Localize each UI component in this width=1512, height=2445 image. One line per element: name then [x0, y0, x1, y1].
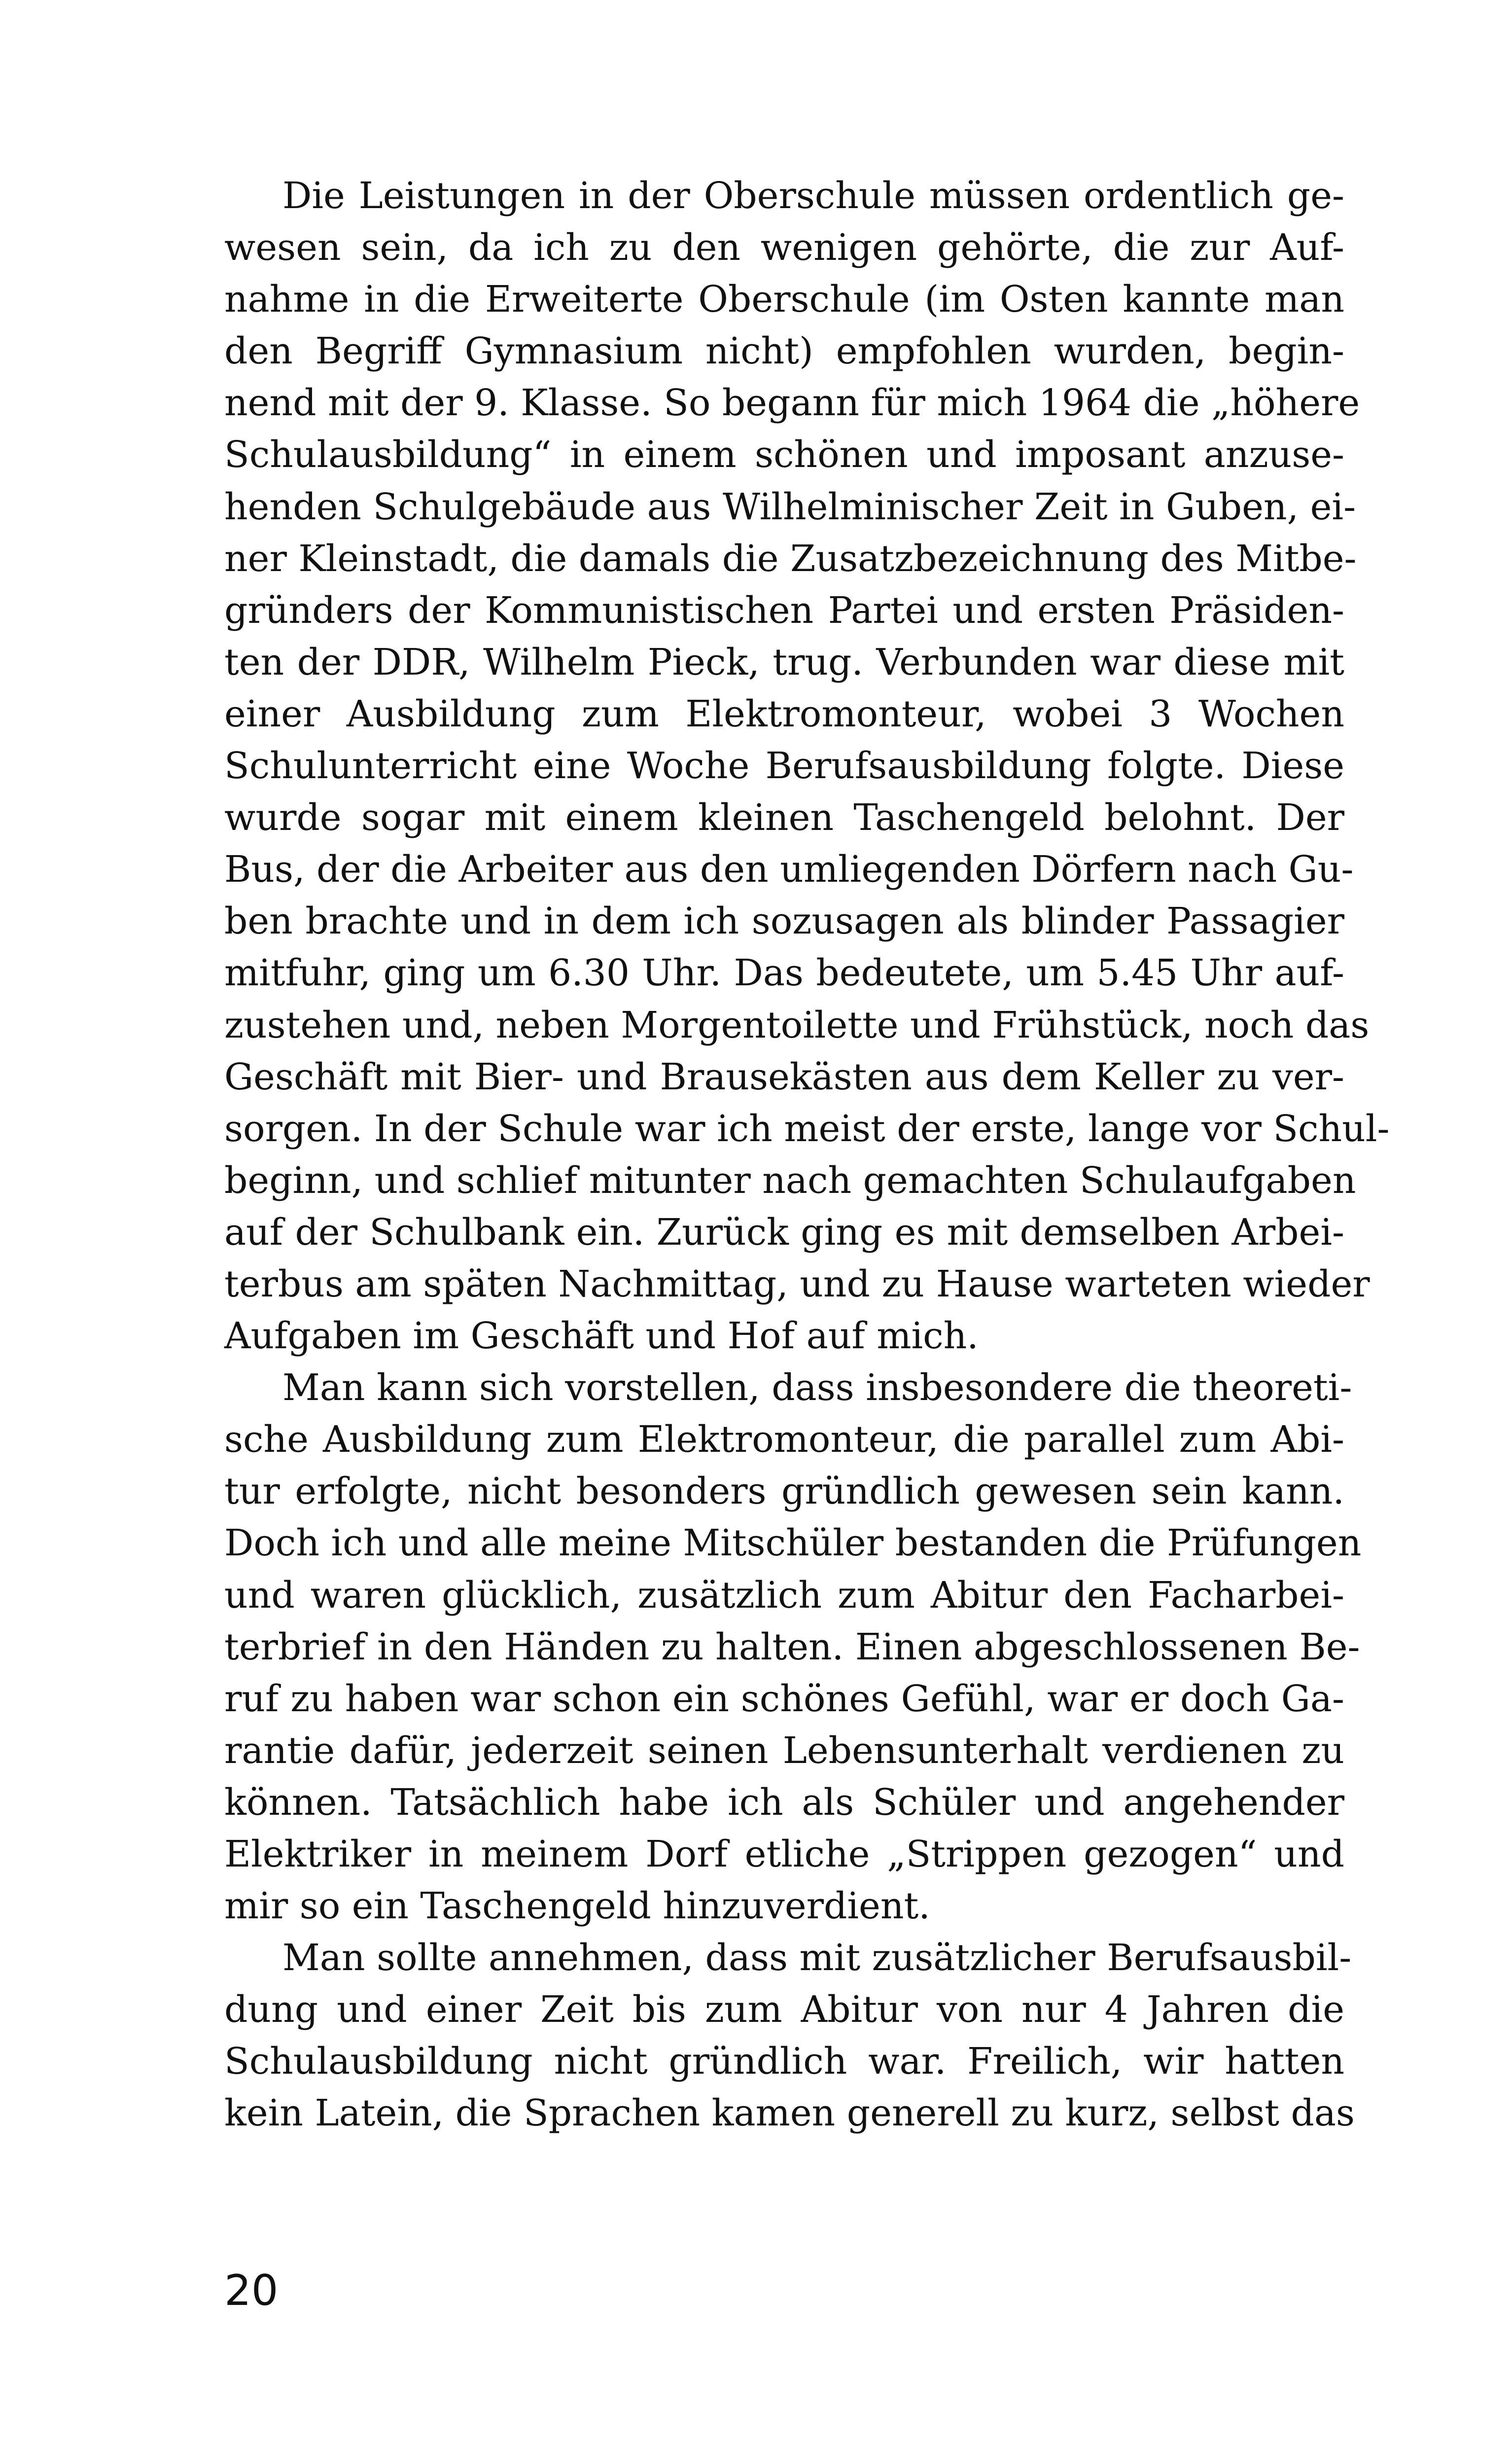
text-line: zustehen und, neben Morgentoilette und Frühstück, noch das [224, 1004, 1370, 1046]
text-line: wesen sein, da ich zu den wenigen gehörte, die zur Auf- [224, 226, 1344, 269]
paragraph-1 [224, 170, 1390, 1362]
text-line: mitfuhr, ging um 6.30 Uhr. Das bedeutete, um 5.45 Uhr auf- [224, 952, 1344, 995]
page-number: 20 [224, 2266, 279, 2315]
text-line: den Begriff Gymnasium nicht) empfohlen wurden, begin- [224, 330, 1344, 373]
text-line: ten der DDR, Wilhelm Pieck, trug. Verbunden war diese mit [224, 641, 1344, 683]
text-line: rantie dafür, jederzeit seinen Lebensunterhalt verdienen zu [224, 1729, 1344, 1772]
text-line: Geschäft mit Bier- und Brausekästen aus dem Keller zu ver- [224, 1055, 1344, 1098]
text-line: Schulausbildung nicht gründlich war. Freilich, wir hatten [224, 2040, 1344, 2083]
text-line: Doch ich und alle meine Mitschüler bestanden die Prüfungen [224, 1522, 1362, 1565]
text-line: ben brachte und in dem ich sozusagen als blinder Passagier [224, 900, 1344, 943]
text-line: können. Tatsächlich habe ich als Schüler und angehender [224, 1781, 1344, 1824]
text-line: ner Kleinstadt, die damals die Zusatzbezeichnung des Mitbe- [224, 537, 1357, 580]
text-line: kein Latein, die Sprachen kamen generell zu kurz, selbst das [224, 2092, 1355, 2135]
text-line: einer Ausbildung zum Elektromonteur, wobei 3 Wochen [224, 692, 1344, 735]
text-line: Schulunterricht eine Woche Berufsausbildung folgte. Diese [224, 745, 1344, 788]
text-line: terbus am späten Nachmittag, und zu Hause warteten wieder [224, 1262, 1370, 1305]
text-line: ruf zu haben war schon ein schönes Gefühl, war er doch Ga- [224, 1677, 1344, 1720]
text-line: tur erfolgte, nicht besonders gründlich gewesen sein kann. [224, 1470, 1344, 1513]
body-text [224, 170, 1390, 2140]
text-line: auf der Schulbank ein. Zurück ging es mit demselben Arbei- [224, 1211, 1344, 1254]
text-line: nahme in die Erweiterte Oberschule (im Osten kannte man [224, 278, 1344, 321]
text-line: Elektriker in meinem Dorf etliche „Strippen gezogen“ und [224, 1833, 1344, 1875]
text-line: wurde sogar mit einem kleinen Taschengeld belohnt. Der [224, 796, 1344, 839]
text-line: sorgen. In der Schule war ich meist der erste, lange vor Schul- [224, 1107, 1390, 1150]
text-line: und waren glücklich, zusätzlich zum Abitur den Facharbei- [224, 1574, 1344, 1617]
text-line: Bus, der die Arbeiter aus den umliegenden Dörfern nach Gu- [224, 848, 1354, 891]
text-line: sche Ausbildung zum Elektromonteur, die parallel zum Abi- [224, 1418, 1344, 1461]
paragraph-2 [224, 1362, 1362, 1932]
text-line: Aufgaben im Geschäft und Hof auf mich. [224, 1315, 979, 1358]
text-line: nend mit der 9. Klasse. So begann für mich 1964 die „höhere [224, 382, 1360, 425]
text-line: Man sollte annehmen, dass mit zusätzlicher Berufsausbil- [282, 1937, 1352, 1979]
text-line: dung und einer Zeit bis zum Abitur von nur 4 Jahren die [224, 1988, 1344, 2031]
text-line: henden Schulgebäude aus Wilhelminischer Zeit in Guben, ei- [224, 485, 1356, 528]
text-line: gründers der Kommunistischen Partei und ersten Präsiden- [224, 589, 1344, 632]
text-line: mir so ein Taschengeld hinzuverdient. [224, 1885, 930, 1928]
text-line: Schulausbildung“ in einem schönen und imposant anzuse- [224, 433, 1344, 476]
text-line: beginn, und schlief mitunter nach gemachten Schulaufgaben [224, 1159, 1356, 1202]
paragraph-3 [224, 1932, 1355, 2139]
text-line: terbrief in den Händen zu halten. Einen abgeschlossenen Be- [224, 1625, 1360, 1668]
text-line: Die Leistungen in der Oberschule müssen ordentlich ge- [282, 175, 1344, 217]
text-line: Man kann sich vorstellen, dass insbesondere die theoreti- [282, 1366, 1352, 1409]
